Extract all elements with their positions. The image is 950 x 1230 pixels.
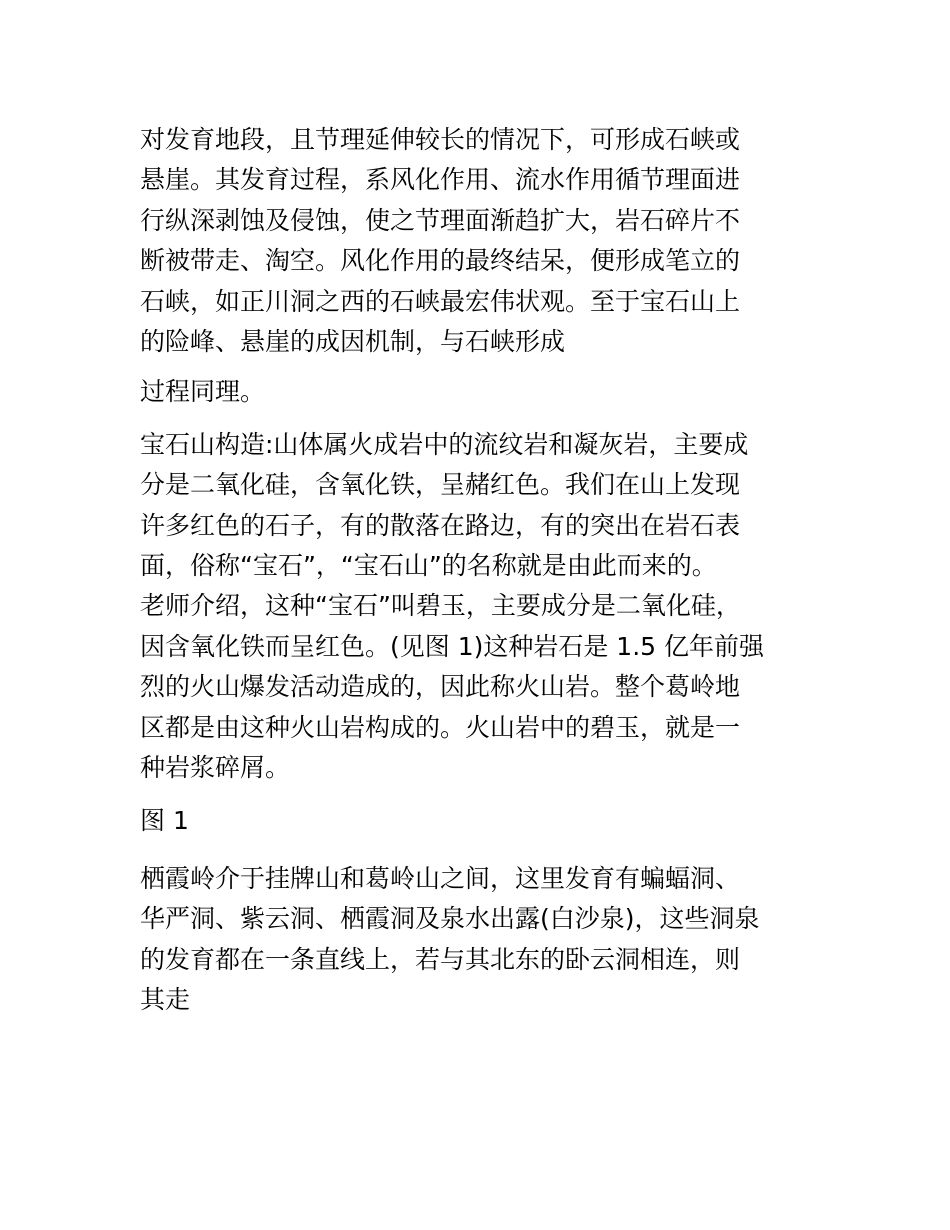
text-line: 因含氧化铁而呈红色。(见图 1)这种岩石是 1.5 亿年前强 bbox=[140, 631, 765, 661]
text-line: 许多红色的石子，有的散落在路边，有的突出在岩石表 bbox=[140, 510, 741, 540]
text-line: 悬崖。其发育过程，系风化作用、流水作用循节理面进 bbox=[140, 165, 741, 195]
paragraph-baoshishan-structure bbox=[140, 425, 820, 789]
text-line: 石峡，如正川洞之西的石峡最宏伟状观。至于宝石山上 bbox=[140, 286, 741, 316]
text-line: 的险峰、悬崖的成因机制，与石峡形成 bbox=[140, 327, 566, 357]
text-line: 行纵深剥蚀及侵蚀，使之节理面渐趋扩大，岩石碎片不 bbox=[140, 205, 741, 235]
text-line: 栖霞岭介于挂牌山和葛岭山之间，这里发育有蝙蝠洞、 bbox=[140, 863, 741, 893]
text-line: 断被带走、淘空。风化作用的最终结呆，便形成笔立的 bbox=[140, 246, 741, 276]
figure-label bbox=[140, 801, 820, 841]
text-line: 种岩浆碎屑。 bbox=[140, 753, 291, 783]
paragraph-continuation bbox=[140, 372, 820, 412]
text-line: 其走 bbox=[140, 985, 191, 1015]
text-line: 区都是由这种火山岩构成的。火山岩中的碧玉，就是一 bbox=[140, 712, 741, 742]
text-line: 的发育都在一条直线上，若与其北东的卧云洞相连，则 bbox=[140, 944, 741, 974]
paragraph-cliff-formation bbox=[140, 120, 820, 362]
text-line: 分是二氧化硅，含氧化铁，呈赭红色。我们在山上发现 bbox=[140, 470, 741, 500]
document-page bbox=[140, 120, 820, 1021]
text-line: 面，俗称“宝石”，“宝石山”的名称就是由此而来的。 bbox=[140, 551, 717, 581]
text-line: 过程同理。 bbox=[140, 377, 266, 407]
text-line: 华严洞、紫云洞、栖霞洞及泉水出露(白沙泉)，这些洞泉 bbox=[140, 904, 760, 934]
paragraph-qixialing bbox=[140, 859, 820, 1021]
text-line: 对发育地段，且节理延伸较长的情况下，可形成石峡或 bbox=[140, 125, 741, 154]
text-line: 老师介绍，这种“宝石”叫碧玉，主要成分是二氧化硅， bbox=[140, 591, 741, 621]
text-line: 图 1 bbox=[140, 805, 189, 835]
text-line: 烈的火山爆发活动造成的，因此称火山岩。整个葛岭地 bbox=[140, 672, 741, 702]
text-line: 宝石山构造:山体属火成岩中的流纹岩和凝灰岩，主要成 bbox=[140, 429, 749, 459]
